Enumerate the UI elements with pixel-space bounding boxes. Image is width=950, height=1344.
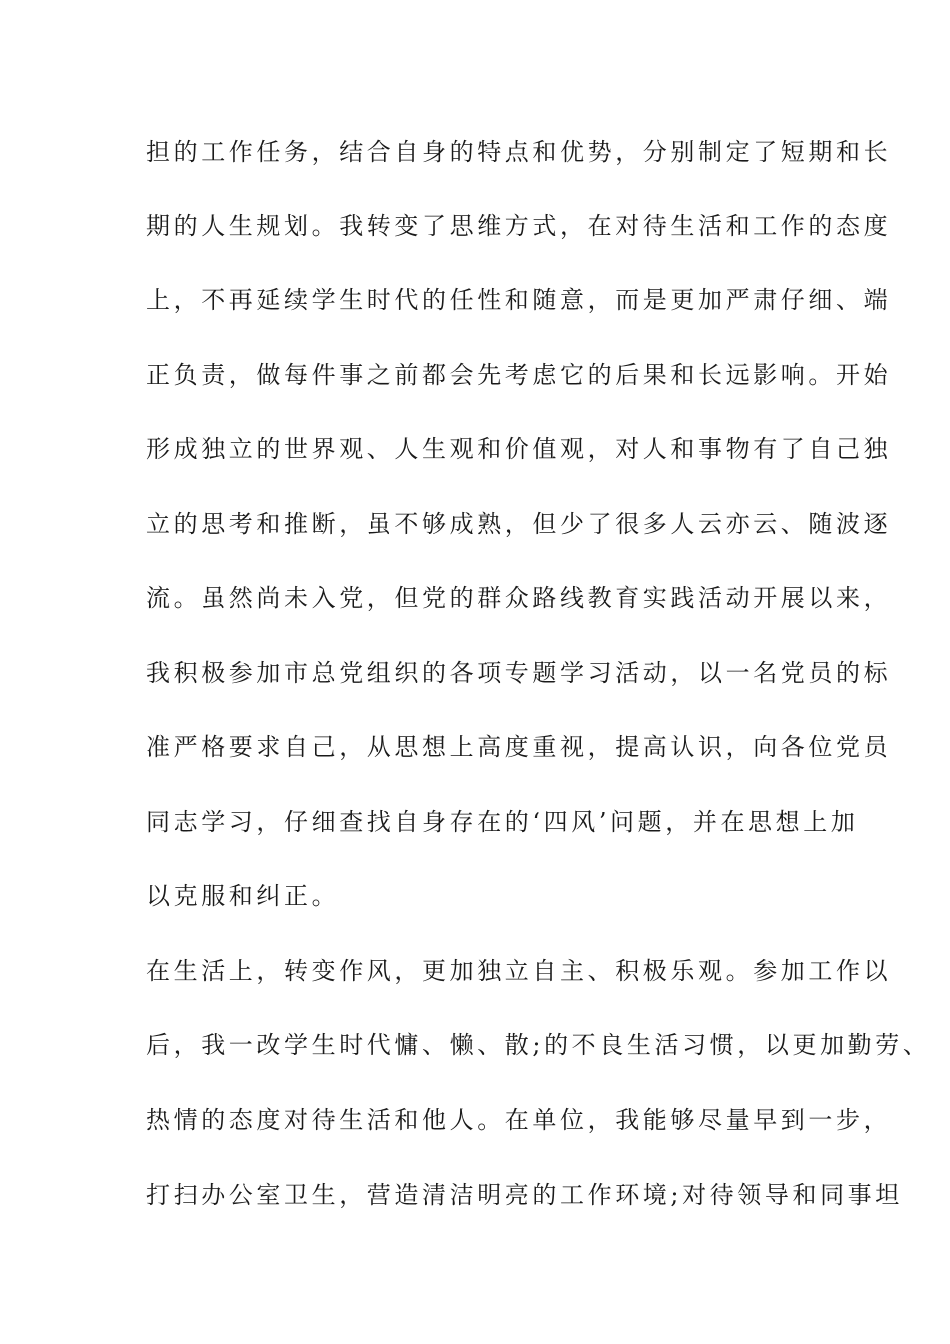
text-line: 我积极参加市总党组织的各项专题学习活动，以一名党员的标 [146,659,892,687]
text-line: 担的工作任务，结合自身的特点和优势，分别制定了短期和长 [146,138,892,166]
text-line: 同志学习，仔细查找自身存在的‘四风’问题，并在思想上加 [146,808,859,836]
text-line: 热情的态度对待生活和他人。在单位，我能够尽量早到一步， [146,1106,892,1134]
text-line: 以克服和纠正。 [146,882,340,910]
text-line: 形成独立的世界观、人生观和价值观，对人和事物有了自己独 [146,435,892,463]
text-line: 上，不再延续学生时代的任性和随意，而是更加严肃仔细、端 [146,286,892,314]
text-line: 准严格要求自己，从思想上高度重视，提高认识，向各位党员 [146,733,892,761]
text-line: 期的人生规划。我转变了思维方式，在对待生活和工作的态度 [146,212,892,240]
text-line: 立的思考和推断，虽不够成熟，但少了很多人云亦云、随波逐 [146,510,892,538]
text-line: 打扫办公室卫生，营造清洁明亮的工作环境;对待领导和同事坦 [146,1181,903,1209]
text-line: 正负责，做每件事之前都会先考虑它的后果和长远影响。开始 [146,361,892,389]
text-line: 流。虽然尚未入党，但党的群众路线教育实践活动开展以来， [146,584,892,612]
text-line: 后，我一改学生时代慵、懒、散;的不良生活习惯，以更加勤劳、 [146,1031,931,1059]
text-line: 在生活上，转变作风，更加独立自主、积极乐观。参加工作以 [146,957,892,985]
